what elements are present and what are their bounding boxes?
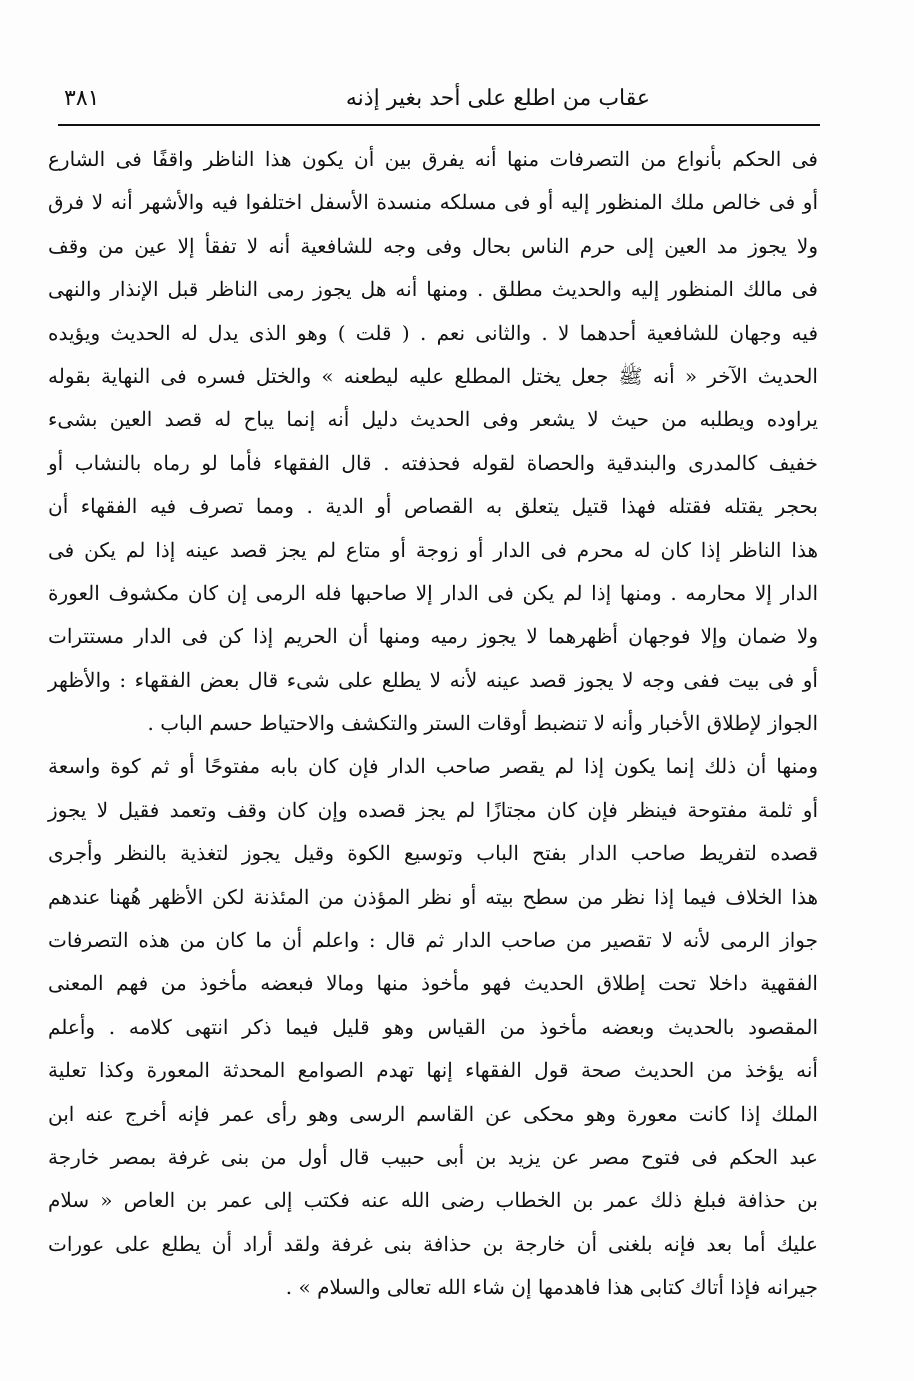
text-line: الحديث الآخر « أنه ﷺ جعل يختل المطلع عليه ليطعنه » والختل فسره فى النهاية بقوله: [48, 363, 818, 388]
text-line: الفقهية داخلا تحت إطلاق الحديث فهو مأخوذ منها ومالا فبعضه مأخوذ من فهم المعنى: [48, 971, 818, 996]
text-line: قصده لتفريط صاحب الدار بفتح الباب وتوسيع الكوة وقيل يجوز لتغذية بالنظر وأجرى: [48, 841, 818, 866]
text-line: هذا الخلاف فيما إذا نظر من سطح بيته أو نظر المؤذن من المئذنة لكن الأظهر هُهنا عندهم: [48, 884, 818, 909]
text-line: أو فى بيت ففى وجه لا يجوز قصد عينه لأنه لا يطلع على شىء قال بعض الفقهاء : والأظهر: [48, 667, 818, 692]
text-line: عبد الحكم فى فتوح مصر عن يزيد بن أبى حبيب قال أول من بنى غرفة بمصر خارجة: [48, 1144, 818, 1169]
text-line: الملك إذا كانت معورة وهو محكى عن القاسم الرسى وهو رأى عمر فإنه أخرج عنه ابن: [48, 1101, 818, 1126]
text-line: بن حذافة فبلغ ذلك عمر بن الخطاب رضى الله عنه فكتب إلى عمر بن العاص « سلام: [48, 1188, 818, 1213]
page-number: ٣٨١: [64, 86, 100, 111]
text-line: خفيف كالمدرى والبندقية والحصاة لقوله فحذفته . قال الفقهاء فأما لو رماه بالنشاب أو: [48, 450, 818, 475]
running-title: عقاب من اطلع على أحد بغير إذنه: [345, 86, 650, 111]
text-line: جواز الرمى لأنه لا تقصير من صاحب الدار ثم قال : واعلم أن ما كان من هذه التصرفات: [48, 928, 819, 953]
body-text: [48, 138, 818, 1310]
text-line: يراوده ويطلبه من حيث لا يشعر وفى الحديث دليل أنه إنما يباح له قصد العين بشىء: [48, 407, 818, 432]
text-line: ولا يجوز مد العين إلى حرم الناس بحال وفى وجه للشافعية أنه لا تفقأ إلا عين من وقف: [48, 233, 818, 258]
text-line: ولا ضمان وإلا فوجهان أظهرهما لا يجوز رميه ومنها أن الحريم إذا كن فى الدار مستترات: [48, 624, 818, 649]
text-line: عليك أما بعد فإنه بلغنى أن خارجة بن حذافة بنى غرفة ولقد أراد أن يطلع على عورات: [48, 1231, 818, 1256]
text-line: جيرانه فإذا أتاك كتابى هذا فاهدمها إن شاء الله تعالى والسلام » .: [285, 1275, 818, 1300]
text-line: الجواز لإطلاق الأخبار وأنه لا تنضبط أوقات الستر والتكشف والاحتياط حسم الباب .: [147, 711, 818, 736]
text-line: أو فى خالص ملك المنظور إليه أو فى مسلكه منسدة الأسفل اختلفوا فيه والأشهر أنه لا فرق: [48, 190, 818, 215]
page-header: [58, 84, 820, 118]
text-line: فى مالك المنظور إليه والحديث مطلق . ومنها أنه هل يجوز رمى الناظر قبل الإنذار والنهى: [48, 277, 818, 302]
text-line: فيه وجهان للشافعية أحدهما لا . والثانى نعم . ( قلت ) وهو الذى يدل له الحديث ويؤيده: [48, 320, 818, 345]
text-line: أنه يؤخذ من الحديث صحة قول الفقهاء إنها تهدم الصوامع المحدثة المعورة وكذا تعلية: [48, 1058, 818, 1083]
header-divider: [58, 124, 820, 126]
text-line: الدار إلا محارمه . ومنها إذا لم يكن فى الدار إلا صاحبها فله الرمى إن كان مكشوف العورة: [48, 580, 818, 605]
text-line: أو ثلمة مفتوحة فينظر فإن كان مجتازًا لم يجز قصده وإن كان وقف وتعمد فقيل لا يجوز: [48, 797, 818, 822]
text-line: هذا الناظر إذا كان له محرم فى الدار أو زوجة أو متاع لم يجز قصد عينه إذا لم يكن فى: [48, 537, 818, 562]
text-line: المقصود بالحديث وبعضه مأخوذ من القياس وهو قليل فيما ذكر انتهى كلامه . وأعلم: [48, 1014, 818, 1039]
text-line: بحجر يقتله فقتله فهذا قتيل يتعلق به القصاص أو الدية . ومما تصرف فيه الفقهاء أن: [48, 494, 818, 519]
text-line: ومنها أن ذلك إنما يكون إذا لم يقصر صاحب الدار فإن كان بابه مفتوحًا أو ثم كوة واسعة: [48, 754, 818, 779]
text-line: فى الحكم بأنواع من التصرفات منها أنه يفرق بين أن يكون هذا الناظر واقفًا فى الشارع: [48, 147, 818, 171]
